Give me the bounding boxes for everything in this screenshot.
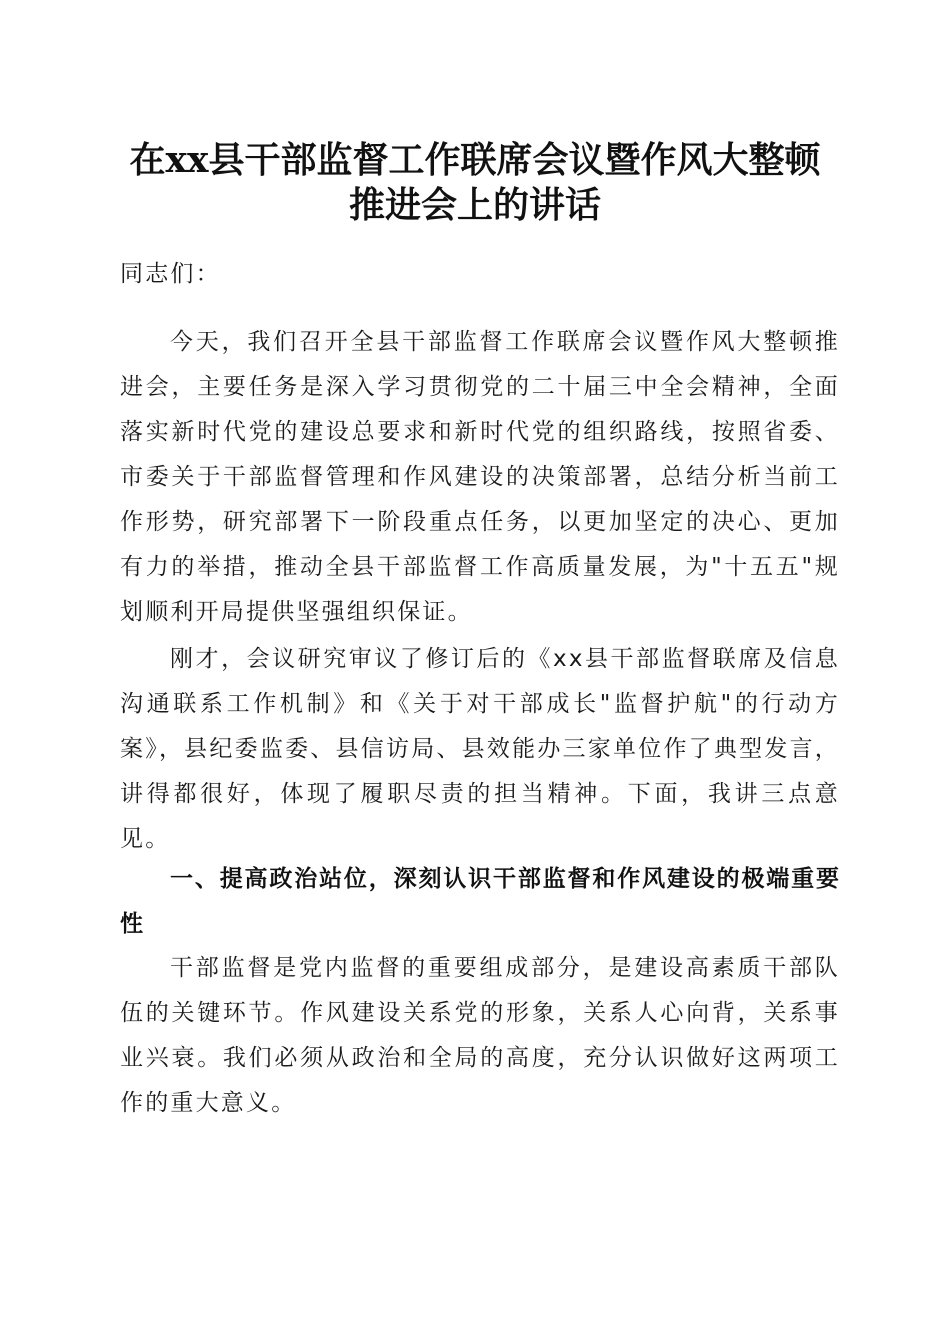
paragraph-section-1: 干部监督是党内监督的重要组成部分，是建设高素质干部队伍的关键环节。作风建设关系党的形象，关系人心向背，关系事业兴衰。我们必须从政治和全局的高度，充分认识做好这两项工作的重大意义。	[120, 955, 840, 1116]
salutation: 同志们：	[120, 261, 221, 287]
document-title-line-1: 在xx县干部监督工作联席会议暨作风大整顿	[129, 139, 821, 181]
paragraph-review: 刚才，会议研究审议了修订后的《xx县干部监督联席及信息沟通联系工作机制》和《关于对干部成长"监督护航"的行动方案》，县纪委监委、县信访局、县效能办三家单位作了典型发言，讲得都很好，体现了履职尽责的担当精神。下面，我讲三点意见。	[120, 646, 840, 852]
document-title-line-2: 推进会上的讲话	[348, 184, 601, 226]
paragraph-opening: 今天，我们召开全县干部监督工作联席会议暨作风大整顿推进会，主要任务是深入学习贯彻党的二十届三中全会精神，全面落实新时代党的建设总要求和新时代党的组织路线，按照省委、市委关于干部监督管理和作风建设的决策部署，总结分析当前工作形势，研究部署下一阶段重点任务，以更加坚定的决心、更加有力的举措，推动全县干部监督工作高质量发展，为"十五五"规划顺利开局提供坚强组织保证。	[120, 329, 840, 625]
section-heading-1: 一、提高政治站位，深刻认识干部监督和作风建设的极端重要性	[120, 866, 840, 937]
